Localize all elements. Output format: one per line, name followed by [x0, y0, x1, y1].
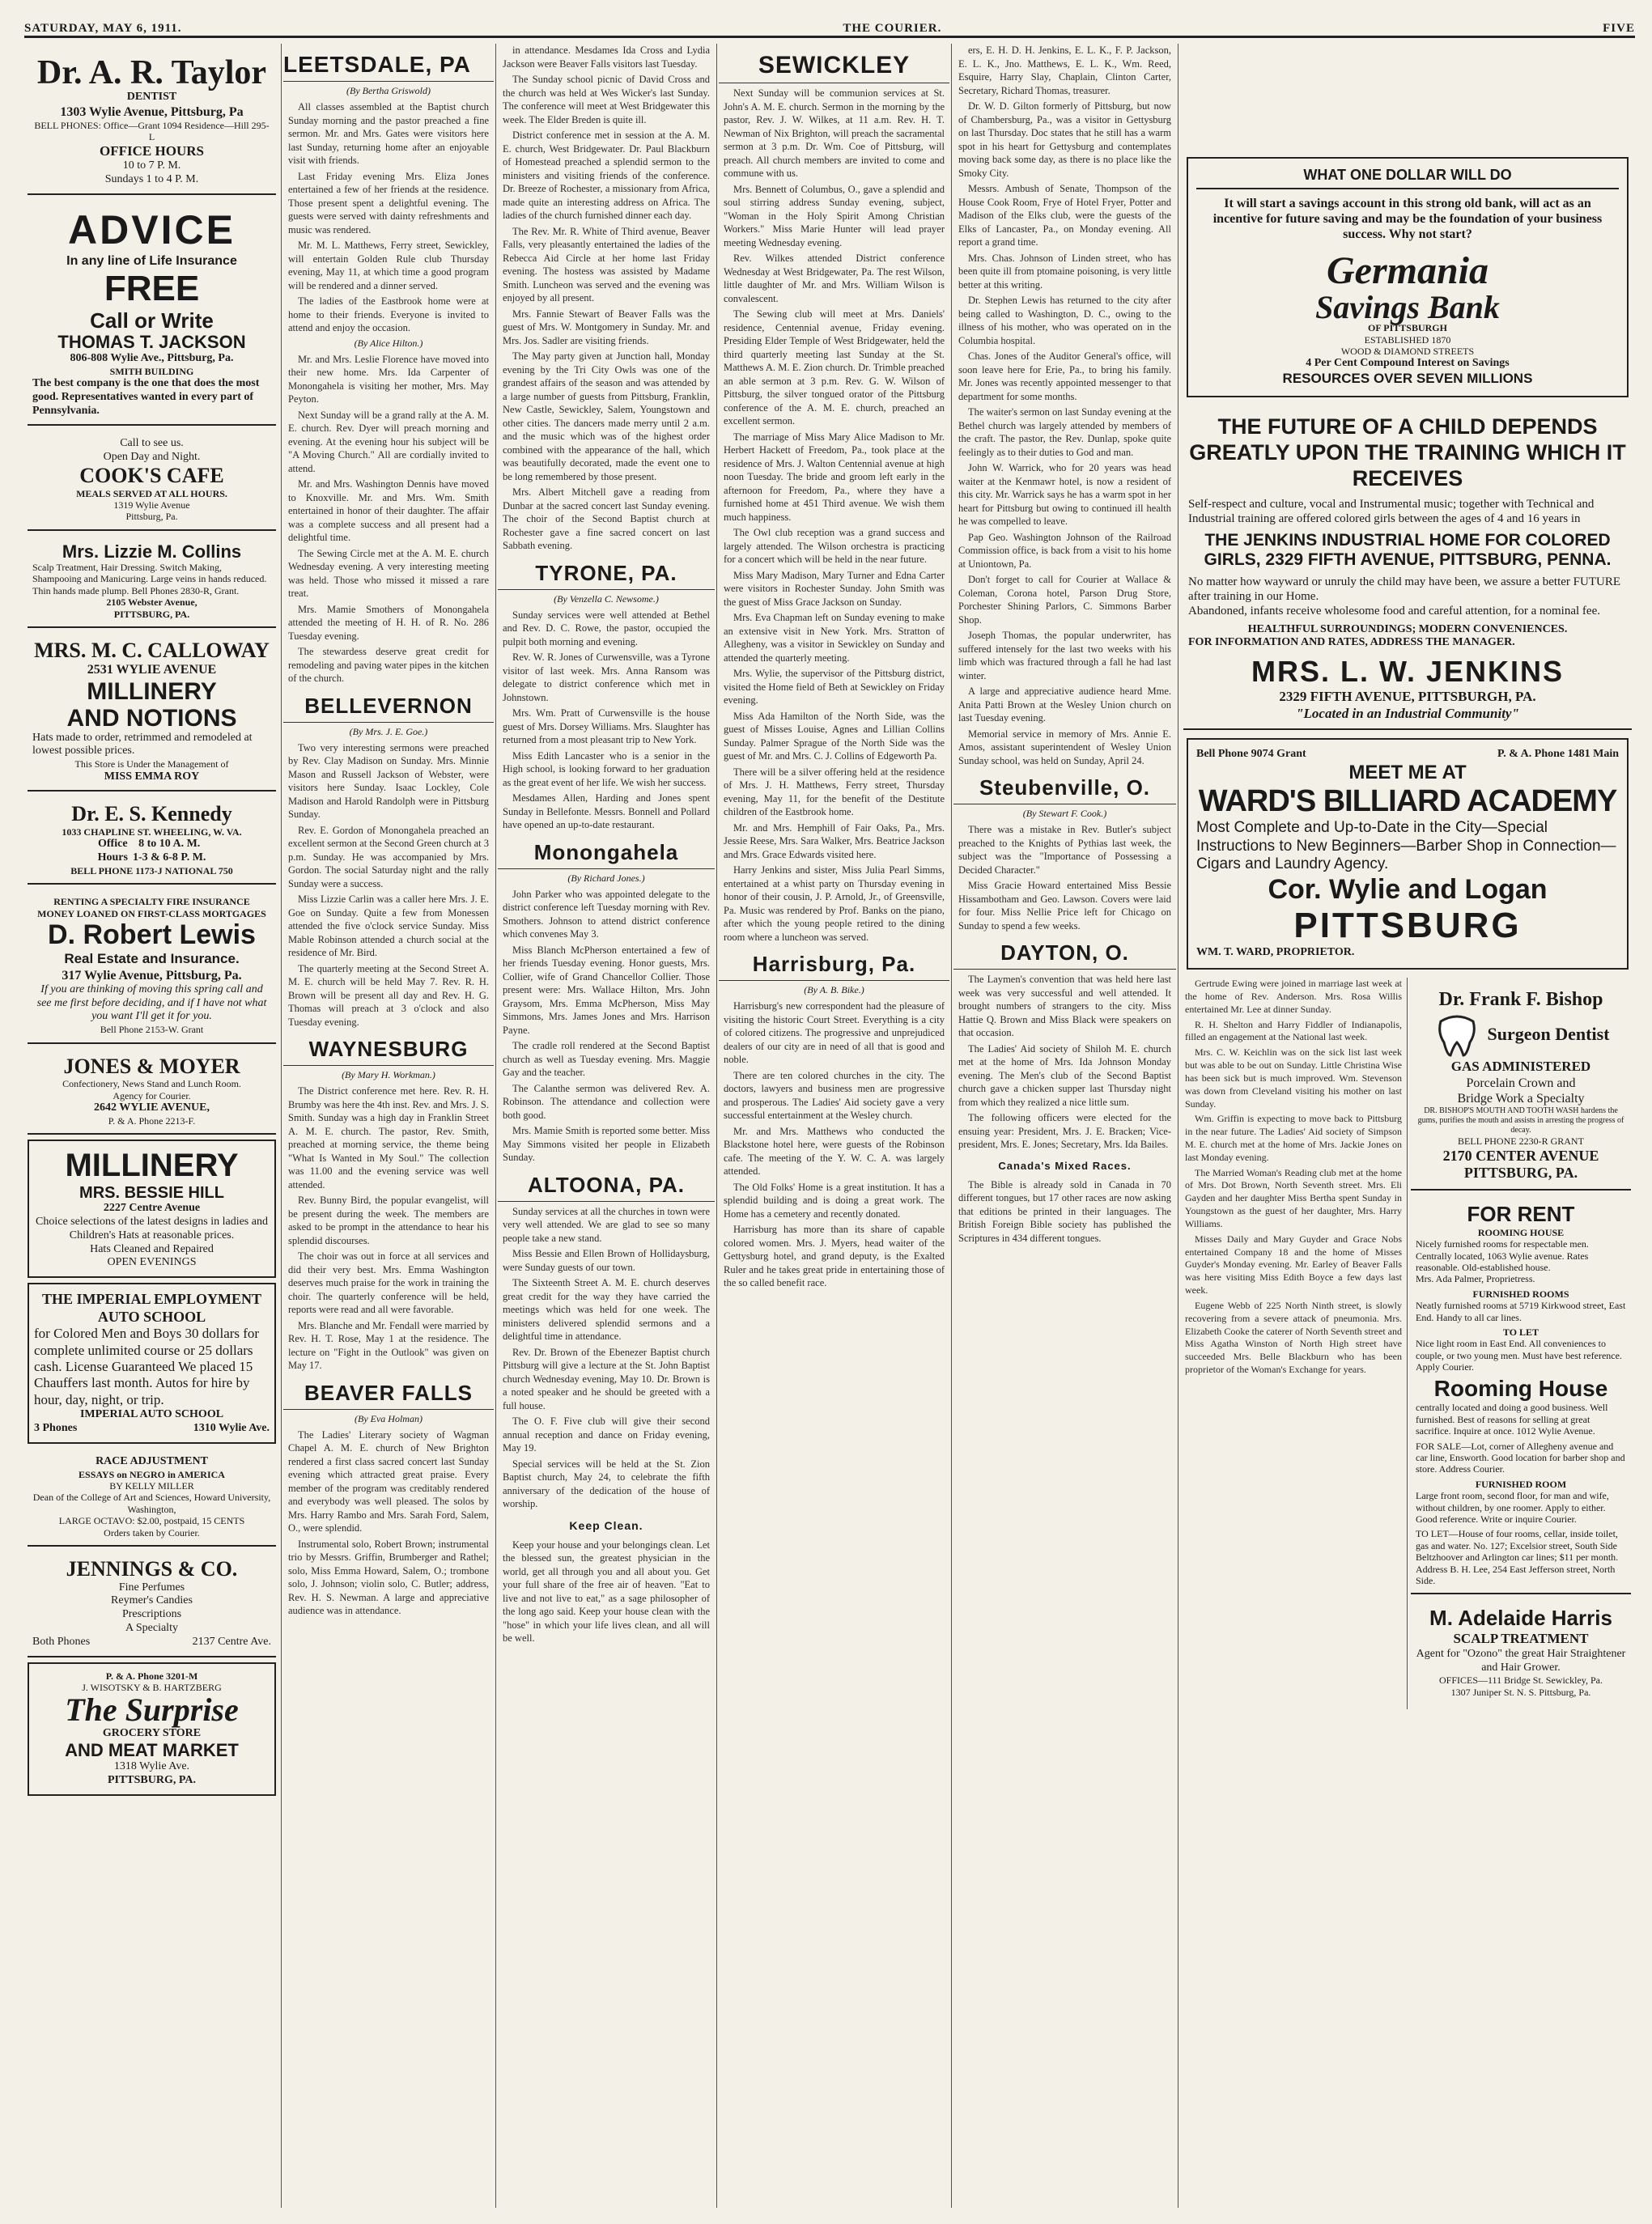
imperial-name: IMPERIAL AUTO SCHOOL — [79, 1408, 224, 1421]
masthead-paper: THE COURIER. — [843, 22, 942, 35]
collins-address: 2105 Webster Avenue, — [106, 596, 197, 609]
wards-name: WARD'S BILLIARD ACADEMY — [1198, 783, 1617, 818]
wards-pa-phone: P. & A. Phone 1481 Main — [1497, 748, 1619, 761]
harrisburg-head: Harrisburg, Pa. — [719, 949, 949, 981]
harrisburg-byline: (By A. B. Bike.) — [804, 984, 864, 995]
jennings-name: JENNINGS & CO. — [66, 1556, 238, 1581]
hill-text: Choice selections of the latest designs in ladies and Children's Hats at reasonable prices. — [36, 1215, 268, 1241]
lewis-address: 317 Wylie Avenue, Pittsburg, Pa. — [62, 968, 242, 983]
germania-location: WOOD & DIAMOND STREETS — [1340, 345, 1475, 357]
masthead-date: SATURDAY, MAY 6, 1911. — [24, 22, 182, 35]
column-rule — [716, 44, 717, 2208]
taylor-phones: BELL PHONES: Office—Grant 1094 Residence—Hill 295-L — [34, 120, 270, 143]
surprise-the: The — [65, 1691, 117, 1729]
left-ad-column — [24, 44, 279, 1801]
kennedy-hours-label: Hours — [97, 851, 128, 864]
bellevernon-byline: (By Mrs. J. E. Goe.) — [349, 725, 428, 737]
cooks-city: Pittsburg, Pa. — [125, 511, 178, 523]
surprise-phone: P. & A. Phone 3201-M — [105, 1670, 198, 1682]
column3-top-body: in attendance. Mesdames Ida Cross and Lydia Jackson were Beaver Falls visitors last Tuesday. The Sunday school picnic of David Cross and the church was held at Wes Wicker's last Sunday. The conference will meet at West Bridgewater this week. The Elder Breden is quite ill. District conference met in session at the A. M. E. church, West Bridgewater. Dr. Paul Blackburn of Homestead preached a splendid sermon to the ministers and visiting friends of the conference. Dr. Breeze of Rochester, a missionary from Africa, made quite an interesting address on Africa. The ladies of the church furnished dinner each day. The Rev. Mr. R. White of Third avenue, Beaver Falls, very pleasantly entertained the ladies of the Rebecca Aid Circle at her home last Friday evening. The hostess was assisted by Madame Smith. Luncheon was served and the evening was enjoyed by all present. Mrs. Fannie Stewart of Beaver Falls was the guest of Mrs. W. Montgomery in Sunday. Mr. and Mrs. Jos. Sadler are visiting friends. The May party given at Junction hall, Monday evening by the Tri City Owls was one of the grandest affairs of the season and was attended by a large number of guests from Pittsburg, Franklin, New Castle, Sewickley, Salem, Youngstown and other cities. The dancers made merry until 2 a.m. and the music which was of the highest order combined with the appearance of the hall, which was beautifully decorated, made the event one to be long remembered by those present. Mrs. Albert Mitchell gave a reading from Dunbar at the sacred concert last Sunday evening. The choir of the Second Baptist church at Rochester gave a fine sacred concert on last Sabbath evening. — [503, 45, 710, 551]
bishop-city: PITTSBURG, PA. — [1463, 1165, 1578, 1182]
collins-ad — [28, 536, 276, 628]
news-column-2 — [283, 44, 494, 2205]
jennings-line: Fine Perfumes — [118, 1581, 185, 1594]
monongahela-body: John Parker who was appointed delegate to the district conference left Tuesday morning with Rev. Smothers. Johnson to attend district conference which convenes May 3. Miss Blanch McPherson entertained a few of her friends Tuesday evening. Honor guests, Mrs. Collier, wife of Grand Chancellor Collier. Those present were: Mrs. Wallace Hilton, Mrs. John Graysom, Mrs. Emma McPherson, Miss May Simmons, Mrs. James Jones and Mrs. Harrison Payne. The cradle roll rendered at the Second Baptist church as well as Tuesday evening. Mrs. Maggie Gay and the teacher. The Calanthe sermon was delivered Rev. A. Robinson. The attendance and collection were both good. Mrs. Mamie Smith is reported some better. Miss May Simmons visited her people in Elizabeth Sunday. — [503, 888, 710, 1163]
lewis-money: MONEY LOANED ON FIRST-CLASS MORTGAGES — [37, 907, 266, 919]
leetsdale-body: All classes assembled at the Baptist church Sunday morning and the pastor preached a fine sermon. Mr. and Mrs. Gates were visitors here last Sunday, returning home after an enjoyable visit with friends. Last Friday evening Mrs. Eliza Jones entertained a few of her friends at the residence. Those present spent a delightful evening. The guests were served with dainty refreshments and music was rendered. Mr. M. L. Matthews, Ferry street, Sewickley, will entertain Golden Rule club Thursday evening, May 11, at which time a good program will be rendered and a dinner served. The ladies of the Eastbrook home were at home to their friends. Everyone is invited to attend and enjoy the occasion. — [288, 101, 489, 333]
jones-line: Agency for Courier. — [113, 1089, 191, 1101]
keep-clean-head: Keep Clean. — [569, 1518, 643, 1532]
jenkins-text: FOR INFORMATION AND RATES, ADDRESS THE MANAGER. — [1188, 636, 1515, 649]
germania-resources: RESOURCES OVER SEVEN MILLIONS — [1282, 371, 1533, 387]
advice-name: THOMAS T. JACKSON — [57, 331, 246, 352]
kennedy-address: 1033 CHAPLINE ST. WHEELING, W. VA. — [62, 826, 242, 838]
surprise-line: AND MEAT MARKET — [65, 1740, 239, 1761]
advice-note: The best company is the one that does the most good. Representatives wanted in every part of Pennsylvania. — [32, 377, 260, 417]
surprise-ad — [28, 1662, 276, 1796]
rent-listing: Mrs. Ada Palmer, Proprietress. — [1416, 1273, 1535, 1285]
kennedy-name: Dr. E. S. Kennedy — [71, 802, 232, 826]
calloway-text: Hats made to order, retrimmed and remodeled at lowest possible prices. — [32, 731, 253, 758]
lewis-top: RENTING A SPECIALTY FIRE INSURANCE — [53, 896, 250, 908]
wards-city: PITTSBURG — [1293, 906, 1522, 946]
jenkins-text: Self-respect and culture, vocal and Instrumental music; together with Technical and Industrial training are offered colored girls between the ages of 4 and 16 years in — [1188, 497, 1595, 525]
leetsdale-byline: (By Bertha Griswold) — [346, 85, 431, 96]
taylor-sundays: Sundays 1 to 4 P. M. — [104, 173, 199, 186]
brownsville-byline: (By Alice Hilton.) — [354, 337, 423, 349]
bishop-phone: BELL PHONE 2230-R GRANT — [1458, 1135, 1584, 1148]
jones-phone: P. & A. Phone 2213-F. — [108, 1114, 196, 1127]
monongahela-byline: (By Richard Jones.) — [567, 872, 645, 884]
surprise-line: GROCERY STORE — [102, 1727, 202, 1740]
cooks-name: COOK'S CAFE — [79, 463, 224, 487]
germania-established: ESTABLISHED 1870 — [1364, 333, 1451, 346]
germania-head: WHAT ONE DOLLAR WILL DO — [1196, 167, 1619, 189]
race-line: LARGE OCTAVO: $2.00, postpaid, 15 CENTS — [58, 1515, 245, 1527]
jenkins-text: HEALTHFUL SURROUNDINGS; MODERN CONVENIENCES. — [1247, 622, 1568, 635]
bellevernon-body: Two very interesting sermons were preached by Rev. Clay Madison on Sunday. Mrs. Minnie Mason and Russell Jackson of Webster, were visitors here Sunday. Isaac Lockley, Cole Madison and Harold Randolph were in Pittsburg Sunday. Rev. E. Gordon of Monongahela preached an excellent sermon at the Second Green church at 3 p.m. Sunday. He was accompanied by Mrs. Gordon. The social Saturday night and the rally Sunday were a success. Miss Lizzie Carlin was a caller here Mrs. J. E. Goe on Sunday. Quite a few from Monessen attended the five o'clock service Sunday. Miss Mable Robinson attended a church social at the residence of Mr. Bird. The quarterly meeting at the Second Street A. M. E. church will be held May 7. Rev. R. H. Brown will be present all day and Rev. H. G. Thomas will preach at 3 o'clock and also Tuesday evening. — [288, 741, 489, 1028]
furnished-rooms-label: FURNISHED ROOMS — [1472, 1288, 1569, 1300]
advice-building: SMITH BUILDING — [109, 365, 194, 377]
steubenville-body: There was a mistake in Rev. Butler's subject preached to the Knights of Pythias last week, the subject was the "Importance of Possessing a Decided Character." Miss Gracie Howard entertained Miss Bessie Hissambotham and Geo. Lawson. Covers were laid for four. Miss Nellie Price left for Chicago on Sunday to spend a few weeks. — [958, 824, 1171, 932]
jenkins-manager: MRS. L. W. JENKINS — [1251, 655, 1565, 689]
cooks-line: MEALS SERVED AT ALL HOURS. — [76, 487, 227, 499]
collins-city: PITTSBURG, PA. — [113, 608, 190, 620]
beaver-falls-byline: (By Eva Holman) — [355, 1412, 423, 1424]
lewis-text: If you are thinking of moving this spring call and see me first before deciding, and if I have not what you want I'll get it for you. — [36, 983, 267, 1023]
advice-ad — [28, 200, 276, 427]
beaver-falls-body: The Ladies' Literary society of Wagman Chapel A. M. E. church of New Brighton rendered a first class sacred concert last Sunday evening which attracted great praise. Every member of the program was creditably rendered and everybody was well pleased. The solos by Mrs. Harry Rambo and Mrs. Sarah Ford, Salem, O., were splendid. Instrumental solo, Robert Brown; instrumental trio by Messrs. Griffin, Brumberger and Rathel; solo, Miss Emma Howard, Salem, O.; trombone solo, J. Johnson; violin solo, C. Butler; address, Rev. H. S. Newman. A large and appreciative audience was in attendance. — [288, 1428, 489, 1616]
kennedy-office-label: Office — [98, 838, 128, 851]
germania-ad — [1187, 157, 1629, 397]
rent-listing: TO LET—House of four rooms, cellar, inside toilet, gas and water. No. 127; Excelsior street, South Side Beltzhoover and Arlington car lines; $11 per month. Address B. H. Lee, 254 East Jefferson street, North Side. — [1416, 1528, 1619, 1586]
jennings-line: A Specialty — [125, 1621, 178, 1634]
germania-city: OF PITTSBURGH — [1368, 322, 1447, 334]
jenkins-head: THE FUTURE OF A CHILD DEPENDS GREATLY UPON THE TRAINING WHICH IT RECEIVES — [1189, 414, 1626, 491]
taylor-hours: 10 to 7 P. M. — [122, 159, 181, 172]
collins-text: Scalp Treatment, Hair Dressing. Switch Making, Shampooing and Manicuring. Large veins in hands reduced. Thin hands made plump. Bell Phones 2830-R, Grant. — [32, 561, 267, 596]
altoona-body: Sunday services at all the churches in town were very well attended. We are glad to see so many people take a new stand. Miss Bessie and Ellen Brown of Hollidaysburg, were Sunday guests of our town. The Sixteenth Street A. M. E. church deserves great credit for the way they have carried the meetings which was held for one week. The ministers delivered splendid sermons and a delightful time in attendance. Rev. Dr. Brown of the Ebenezer Baptist church Pittsburg will give a lecture at the St. John Baptist church Wednesday evening, May 10. Dr. Brown is a noted speaker and he should be greeted with a full house. The O. F. Five club will give their second annual reception and dance on Friday evening, May 19. Special services will be held at the St. Zion Baptist church, May 24, to celebrate the fifth anniversary of the dedication of the house of worship. — [503, 1205, 710, 1509]
canada-head: Canada's Mixed Races. — [998, 1159, 1132, 1172]
collins-name: Mrs. Lizzie M. Collins — [62, 541, 242, 562]
hill-line: OPEN EVENINGS — [107, 1256, 197, 1269]
calloway-name: MRS. M. C. CALLOWAY — [34, 638, 270, 662]
for-rent-ad — [1411, 1195, 1631, 1595]
rent-listing: Large front room, second floor, for man and wife, without children, by one roomer. Apply to either. Good reference. Write or inquire Courier. — [1416, 1490, 1609, 1525]
jenkins-name: THE JENKINS INDUSTRIAL HOME FOR COLORED GIRLS, 2329 FIFTH AVENUE, PITTSBURG, PENNA. — [1204, 530, 1612, 569]
beaver-falls-head: BEAVER FALLS — [283, 1377, 494, 1410]
jennings-phones: Both Phones — [32, 1635, 91, 1648]
germania-name: Germania — [1326, 249, 1488, 293]
column-rule — [951, 44, 952, 2208]
for-sale-listing: FOR SALE—Lot, corner of Allegheny avenue and car line, Ensworth. Good location for barber shop and store. Address Courier. — [1416, 1440, 1625, 1475]
rent-listing: Nice light room in East End. All conveniences to couple, or two young men. Must have best reference. Apply Courier. — [1416, 1338, 1622, 1373]
harris-name: M. Adelaide Harris — [1429, 1606, 1612, 1631]
rent-listing: Neatly furnished rooms at 5719 Kirkwood street, East End. Handy to all car lines. — [1416, 1300, 1626, 1323]
rent-listing: centrally located and doing a good business. Well furnished. Best of reasons for selling at great sacrifice. Inquire at once. 1012 Wylie Avenue. — [1416, 1402, 1608, 1437]
imperial-ad — [28, 1283, 276, 1444]
rooming-house-label: ROOMING HOUSE — [1477, 1226, 1565, 1238]
bishop-line: Bridge Work a Specialty — [1457, 1092, 1585, 1106]
kennedy-hours: 8 to 10 A. M. — [138, 838, 201, 851]
race-adjustment-ad — [28, 1449, 276, 1547]
kennedy-phone: BELL PHONE 1173-J NATIONAL 750 — [70, 865, 233, 877]
canada-body: The Bible is already sold in Canada in 70 different tongues, but 17 other races are now asking that editions be printed in their languages. The British Foreign Bible society has published the Scriptures in 434 different tongues. — [958, 1178, 1171, 1244]
imperial-phones: 3 Phones — [34, 1422, 78, 1435]
surprise-city: PITTSBURG, PA. — [107, 1774, 197, 1787]
waynesburg-head: WAYNESBURG — [283, 1033, 494, 1066]
lewis-phone: Bell Phone 2153-W. Grant — [100, 1024, 204, 1036]
advice-call: Call or Write — [90, 308, 214, 333]
jenkins-ad — [1183, 414, 1632, 731]
kennedy-ad — [28, 796, 276, 885]
race-title: RACE ADJUSTMENT — [96, 1454, 208, 1467]
steubenville-head: Steubenville, O. — [953, 772, 1176, 804]
wards-meet: MEET ME AT — [1348, 761, 1467, 783]
cooks-line: Open Day and Night. — [103, 451, 201, 464]
bishop-line: Porcelain Crown and — [1466, 1076, 1576, 1090]
hill-title: MILLINERY — [65, 1148, 239, 1184]
lewis-sub: Real Estate and Insurance. — [64, 951, 240, 967]
taylor-ad — [28, 49, 276, 195]
altoona-head: ALTOONA, PA. — [498, 1169, 715, 1202]
calloway-address: 2531 WYLIE AVENUE — [87, 663, 217, 677]
surprise-name: Surprise — [125, 1691, 239, 1729]
wards-bell-phone: Bell Phone 9074 Grant — [1196, 748, 1306, 761]
wards-text: Most Complete and Up-to-Date in the City—Special Instructions to New Beginners—Barber Shop in Connection—Cigars and Laundry Agency. — [1196, 818, 1616, 873]
calloway-mgmt: This Store is Under the Management of — [74, 758, 229, 770]
imperial-title: THE IMPERIAL EMPLOYMENT AUTO SCHOOL — [41, 1291, 262, 1325]
harris-line: Agent for "Ozono" the great Hair Straightener and Hair Grower. — [1416, 1647, 1626, 1674]
taylor-address: 1303 Wylie Avenue, Pittsburg, Pa — [60, 104, 244, 119]
to-let-label: TO LET — [1502, 1326, 1539, 1338]
bishop-note: DR. BISHOP'S MOUTH AND TOOTH WASH hardens the gums, purifies the mouth and assists in arresting the progress of decay. — [1417, 1106, 1624, 1135]
dayton-body: The Laymen's convention that was held here last week was very successful and well attended. It brought numbers of strangers to the city. Miss Hattie Q. Brown and Miss Black were speakers on that occasion. The Ladies' Aid society of Shiloh M. E. church met at the home of Mrs. Ida Johnson Monday evening. The Men's club of the Second Baptist church gave a chicken supper last Thursday night from which they realized a nice little sum. The following officers were elected for the ensuing year: President, Mrs. J. E. Bracken; Vice-president, Mrs. E. Jones; Secretary, Mrs. Ida Bailes. — [958, 974, 1171, 1150]
tooth-icon — [1433, 1010, 1481, 1059]
jenkins-text: No matter how wayward or unruly the child may have been, we assure a better FUTURE after training in our Home. — [1188, 575, 1621, 603]
dayton-head: DAYTON, O. — [953, 937, 1176, 970]
bishop-name: Dr. Frank F. Bishop — [1438, 989, 1603, 1011]
advice-line: In any line of Life Insurance — [66, 253, 237, 268]
right-bottom-news — [1180, 978, 1407, 1709]
race-line: Dean of the College of Art and Sciences, Howard University, Washington, — [32, 1492, 271, 1515]
jenkins-text: Abandoned, infants receive wholesome food and careful attention, for a nominal fee. — [1188, 604, 1600, 618]
news-column-4 — [719, 44, 949, 2205]
hill-ad — [28, 1140, 276, 1278]
jones-line: Confectionery, News Stand and Lunch Room. — [62, 1078, 241, 1090]
masthead-page: FIVE — [1603, 22, 1635, 35]
column-rule — [495, 44, 496, 2208]
monongahela-head: Monongahela — [498, 837, 715, 869]
surprise-address: 1318 Wylie Ave. — [113, 1760, 190, 1773]
brownsville-body: Mr. and Mrs. Leslie Florence have moved into their new home. Mrs. Ida Carpenter of Monongahela is visiting her mother, Mrs. May Peyton. Next Sunday will be a grand rally at the A. M. E. church. Rev. Dyer will preach morning and evening. At the evening hour his subject will be "A Moving Church." All are cordially invited to attend. Mr. and Mrs. Washington Dennis have moved to Knoxville. Mr. and Mrs. Wm. Smith entertained in honor of their daughter. The affair was a complete success and all present had a delightful time. The Sewing Circle met at the A. M. E. church Wednesday evening. A very interesting meeting was held. Those who missed it missed a rare treat. Mrs. Mamie Smothers of Monongahela attended the meeting of H. H. of R. No. 286 Tuesday evening. The stewardess deserve great credit for remodeling and paving water pipes in the kitchen of the church. — [288, 353, 489, 684]
sewickley-body: Next Sunday will be communion services at St. John's A. M. E. church. Sermon in the morning by the pastor, Rev. J. W. Wilkes, at 11 a.m. Rev. H. T. Newman of Nix Brighton, will preach the sacramental sermon at 3 p.m. Dr. Wm. Coe of Pittsburg, will preach. All church members are invited to come and commune with us. Mrs. Bennett of Columbus, O., gave a splendid and soul stirring address Sunday evening, subject, "Woman in the Holy Spirit Among Christian Workers." Miss Marie Hunter will lead prayer meeting Wednesday evening. Rev. Wilkes attended District conference Wednesday at West Bridgewater, Pa. The rest Wilson, little daughter of Mr. and Mrs. William Wilson is convalescent. The Sewing club will meet at Mrs. Daniels' residence, Centennial avenue, Friday evening. Presiding Elder Temple of West Bridgewater, held the third quarterly meeting last Sunday at the St. Matthews A. M. E. Zion church. Dr. Trimble preached an able sermon at 3 p.m. Rev. G. W. Wilson of Pittsburg, the silver tongued orator of the Pittsburg conference of the A. M. E. church, preached an excellent sermon. The marriage of Miss Mary Alice Madison to Mr. Herbert Hackett of Freedom, Pa., took place at the residence of Mrs. J. Walton Centennial avenue at high noon Tuesday. The bride and groom left early in the afternoon for Freedom, Pa., where they have a furnished home at 451 Third avenue. We wish them much happiness. The Owl club reception was a grand success and largely attended. The Wilson orchestra is practicing for a concert which will be held in the near future. Miss Mary Madison, Mary Turner and Edna Carter were visitors in Rochester Sunday. John Smith was the guest of Miss Grace Jackson on Sunday. Mrs. Eva Chapman left on Sunday evening to make an extensive visit in New York. Mrs. Stratton of Allegheny, was a visitor in Sewickley on Sunday and attended the quarterly meeting. Mrs. Wylie, the supervisor of the Pittsburg district, visited the Home field of Beth at Sewickley on Friday evening. Miss Ada Hamilton of the North Side, was the guest of Misses Louise, Agnes and Lillian Collins Sunday. Palmer Sprague of the North Side was the guest of Mr. and Mrs. C. J. Collins of Edgeworth Pa. There will be a silver offering held at the residence of Mrs. J. H. Matthews, Ferry street, Thursday evening, May 11, for the benefit of the Destitute children of the Eastbrook home. Mr. and Mrs. Hemphill of Fair Oaks, Pa., Mrs. Jessie Reese, Mrs. Sara Walker, Mrs. Beatrice Jackson and Mrs. Grace Edwards visited here. Harry Jenkins and sister, Miss Julia Pearl Simms, entertained at a whist party on Thursday evening in honor of their cousin, J. P. Arnold, Jr., of Greensville, Pa. Music was rendered by Prof. Banks on the piano, after which the young people retired to the dining room where a luncheon was served. — [724, 87, 945, 943]
harrisburg-body: Harrisburg's new correspondent had the pleasure of visiting the historic Court Street. Everything is a city of colored citizens. The progressive and unprejudiced dealers of our city are in need of all that is good and noble. There are ten colored churches in the city. The doctors, lawyers and business men are progressive and prosperous. The Ladies' Aid society gave a very successful entertainment at the Wesley church. Mr. and Mrs. Matthews who conducted the Blackstone hotel here, were guests of the Robinson cafe. The meeting of the Y. W. C. A. was largely attended. The Old Folks' Home is a great institution. It has a splendid building and is doing a great work. The Home has a cemetery and recently donated. Harrisburg has more than its share of capable colored women. Mrs. J. Myers, head waiter of the Gettysburg hotel, and grand deputy, is the Exalted Ruler and he takes great pride in entertaining those of the so called benefit race. — [724, 1000, 945, 1288]
column-rule — [281, 44, 282, 2208]
column5-top-body: ers, E. H. D. H. Jenkins, E. L. K., F. P. Jackson, E. L. K., Jno. Matthews, E. L. K., Wm. Reed, Esquire, Harry Slay, Chaplain, Clinton Carter, Secretary, Richard Thomas, treasurer. Dr. W. D. Gilton formerly of Pittsburg, but now of Chambersburg, Pa., was a visitor in Gettysburg on last Thursday. Doc states that he still has a warm spot in his heart for Gettysburg and contemplates moving back some day, as there is no place like the Smoky City. Messrs. Ambush of Senate, Thompson of the House Cook Room, Frye of Hotel Fryer, Potter and Madison of the Elks club, were the guests of the Elks of Lancaster, Pa., on Monday evening. All report a grand time. Mrs. Chas. Johnson of Linden street, who has been quite ill from ptomaine poisoning, is very little better at this writing. Dr. Stephen Lewis has returned to the city after being called to Washington, D. C., owing to the illness of his mother, who was operated on in the Columbia hospital. Chas. Jones of the Auditor General's office, will soon leave here for Erie, Pa., to bring his family. Mr. Jones was recently appointed messenger to that department for some months. The waiter's sermon on last Sunday evening at the Bethel church was largely attended by members of the craft. The pastor, the Rev. Dunlap, spoke quite feelingly as to their duties to God and man. John W. Warrick, who for 20 years was head waiter at the Kenmawr hotel, is now a resident of this city. Mr. Warrick says he has a warm spot in her heart for Pittsburg but owing to continued ill health he was compelled to leave. Pap Geo. Washington Johnson of the Railroad Commission office, is back from a visit to his home at Uniontown, Pa. Don't forget to call for Courier at Wallace & Coleman, Corona hotel, Parson Drug Store, Porchester Shining Parlors, C. Simmons Barber Shop. Joseph Thomas, the popular underwriter, has suffered intensely for the last two weeks with his limb which was fractured through a fall he had last winter. A large and appreciative audience heard Mme. Anita Patti Brown at the Wesley Union church on last Tuesday evening. Memorial service in memory of Mrs. Annie E. Amos, assistant superintendent of Wesley Union Sunday school, was held on Sunday, April 24. — [958, 45, 1171, 766]
calloway-manager: MISS EMMA ROY — [104, 770, 200, 783]
hill-line: Hats Cleaned and Repaired — [90, 1242, 214, 1255]
tyrone-byline: (By Venzella C. Newsome.) — [554, 592, 659, 605]
calloway-millinery: MILLINERY — [87, 677, 217, 705]
hill-address: 2227 Centre Avenue — [103, 1202, 201, 1215]
germania-text: It will start a savings account in this strong old bank, will act as an incentive for future saving and may be the foundation of your business success. Why not start? — [1212, 196, 1603, 241]
cooks-address: 1319 Wylie Avenue — [113, 499, 190, 511]
right-bottom-ads — [1407, 978, 1634, 1709]
leetsdale-head: LEETSDALE, PA — [283, 49, 494, 82]
wards-proprietor: WM. T. WARD, PROPRIETOR. — [1196, 946, 1355, 959]
jennings-line: Prescriptions — [121, 1608, 182, 1621]
surprise-owners: J. WISOTSKY & B. HARTZBERG — [82, 1681, 222, 1693]
race-line: Orders taken by Courier. — [104, 1526, 200, 1539]
wards-ad — [1187, 738, 1629, 970]
germania-interest: 4 Per Cent Compound Interest on Savings — [1306, 357, 1510, 370]
taylor-title: DENTIST — [126, 91, 177, 104]
steubenville-byline: (By Stewart F. Cook.) — [1022, 808, 1107, 819]
kennedy-hours: 1-3 & 6-8 P. M. — [132, 851, 206, 864]
for-rent-head: FOR RENT — [1467, 1201, 1575, 1226]
bishop-address: 2170 CENTER AVENUE — [1442, 1147, 1599, 1164]
bishop-gas: GAS ADMINISTERED — [1450, 1059, 1591, 1075]
race-sub: ESSAYS on NEGRO in AMERICA — [79, 1468, 225, 1480]
lewis-name: D. Robert Lewis — [48, 919, 256, 951]
germania-name2: Savings Bank — [1315, 289, 1500, 326]
masthead — [24, 11, 1635, 38]
waynesburg-byline: (By Mary H. Workman.) — [342, 1069, 435, 1080]
lewis-ad — [28, 889, 276, 1043]
harris-title: SCALP TREATMENT — [1453, 1631, 1589, 1647]
sewickley-head: SEWICKLEY — [719, 49, 949, 83]
news-column-3 — [498, 44, 715, 2205]
tyrone-body: Sunday services were well attended at Bethel and Rev. D. C. Rowe, the pastor, occupied the pulpit both morning and evening. Rev. W. R. Jones of Curwensville, was a Tyrone visitor of last week. Mrs. Anna Ransom was delegate to district conference which met in Johnstown. Mrs. Wm. Pratt of Curwensville is the house guest of Mrs. Dorsey Williams. Mrs. Slaughter has returned from a most pleasant trip to New York. Miss Edith Lancaster who is a senior in the High school, is looking forward to her graduation as the great event of her life. We wish her success. Mesdames Allen, Harding and Jones spent Sunday in Bellefonte. Messrs. Bonnell and Pollard have opened an up-to-date restaurant. — [503, 609, 710, 830]
rooming-house-head: Rooming House — [1433, 1376, 1608, 1402]
jennings-ad — [28, 1551, 276, 1657]
jennings-address: 2137 Centre Ave. — [192, 1635, 271, 1648]
cooks-ad — [28, 431, 276, 530]
bishop-ad — [1411, 983, 1631, 1191]
jennings-line: Reymer's Candies — [111, 1594, 193, 1607]
jones-address: 2642 WYLIE AVENUE, — [93, 1101, 210, 1114]
harris-line: 1307 Juniper St. N. S. Pittsburg, Pa. — [1450, 1686, 1591, 1698]
race-by: BY KELLY MILLER — [109, 1480, 194, 1492]
calloway-notions: AND NOTIONS — [66, 704, 237, 732]
news-column-5 — [953, 44, 1176, 2205]
hill-name: MRS. BESSIE HILL — [79, 1184, 224, 1203]
jenkins-address: 2329 FIFTH AVENUE, PITTSBURGH, PA. — [1279, 689, 1536, 705]
imperial-address: 1310 Wylie Ave. — [193, 1422, 270, 1435]
imperial-text: for Colored Men and Boys 30 dollars for complete unlimited course or 25 dollars cash. License Guaranteed We placed 15 Chauffers last month. Autos for hire by hour, day, night, or trip. — [34, 1326, 260, 1407]
keep-clean-body: Keep your house and your belongings clean. Let the blessed sun, the greatest physician in the world, get all through you and all about you. Get your full share of the free air of heaven. "Eat to live and not live to eat," as a sage philosopher of the long ago said. Keep your house clean with the "hose" in which your life lives clean, and all will be well. — [503, 1539, 710, 1644]
furnished-room-label: FURNISHED ROOM — [1475, 1478, 1567, 1490]
right-ad-column — [1180, 44, 1635, 2205]
advice-title: ADVICE — [68, 206, 236, 253]
jenkins-motto: "Located in an Industrial Community" — [1296, 705, 1519, 721]
waynesburg-body: The District conference met here. Rev. R. H. Brumby was here the 4th inst. Rev. and Mrs. J. S. Smith. Sunday was a high day in Franklin Street A. M. E. church. The pastor, Rev. Smith, preached at morning service, the theme being "What Is Wanted in My Soul." The collection was 11.00 and the evening service was well attended. Rev. Bunny Bird, the popular evangelist, will be present during the week. The members are asked to be prompt in the attendance to hear his splendid discourses. The choir was out in force at all services and did their very best. Mrs. Emma Washington deserves much praise for the work in training the choir. The quarterly conference will be held, reports were read and all were favorable. Mrs. Blanche and Mr. Fendall were married by Rev. H. T. Rose, May 1 at the residence. The lecture on "Fight in the Outlook" was given on May 17. — [288, 1085, 489, 1371]
wards-corner: Cor. Wylie and Logan — [1268, 874, 1548, 906]
tyrone-head: TYRONE, PA. — [498, 558, 715, 590]
taylor-hours-label: OFFICE HOURS — [100, 142, 204, 159]
calloway-ad — [28, 633, 276, 792]
right-bottom-area — [1180, 978, 1635, 1709]
harris-ad — [1411, 1599, 1631, 1704]
rent-listing: Nicely furnished rooms for respectable men. Centrally located, 1063 Wylie avenue. Rates reasonable. Old-established house. — [1416, 1238, 1589, 1273]
cooks-line: Call to see us. — [120, 437, 184, 450]
advice-free: FREE — [104, 269, 200, 309]
jones-moyer-ad — [28, 1049, 276, 1135]
bellevernon-head: BELLEVERNON — [283, 690, 494, 723]
jones-name: JONES & MOYER — [63, 1054, 240, 1078]
harris-line: OFFICES—111 Bridge St. Sewickley, Pa. — [1438, 1674, 1603, 1687]
bishop-title: Surgeon Dentist — [1487, 1024, 1610, 1045]
advice-address: 806-808 Wylie Ave., Pittsburg, Pa. — [70, 351, 234, 364]
taylor-name: Dr. A. R. Taylor — [36, 54, 267, 91]
right-bottom-news-body: Gertrude Ewing were joined in marriage last week at the home of Rev. Anderson. Mrs. Rosa Willis entertained Mr. Lee at dinner Sunday. R. H. Shelton and Harry Fiddler of Indianapolis, filled an engagement at the National last week. Mrs. C. W. Keichlin was on the sick list last week but was able to be out on Sunday. Little Christina Wise has been sick but is much improved. Wm. Stevenson was down from Cleveland visiting his mother on last Sunday. Wm. Griffin is expecting to move back to Pittsburg in the near future. The Ladies' Aid society of Simpson M. E. church met at the home of Mrs. Jackie Jones on last Monday evening. The Married Woman's Reading club met at the home of Mrs. Dot Brown, North Seventh street. Mrs. Eli Gayden and her daughter Miss Bertha spent Sunday in Youngstown as the guest of her daughter, Mrs. Harry Williams. Misses Daily and Mary Guyder and Grace Nobs entertained Company 18 and the home of Misses Guyder's Monday evening. Mr. Earley of Beaver Falls was here visiting Miss Edith Boyce a few days last week. Eugene Webb of 225 North Ninth street, is slowly recovering from a severe attack of pneumonia. Mrs. Elizabeth Cooke the caterer of North Seventh street and Miss Agatha Winston of North High street have succeeded Mrs. Belle Blackburn who has been proprietor of the Woman's Exchange for years. — [1185, 978, 1402, 1376]
